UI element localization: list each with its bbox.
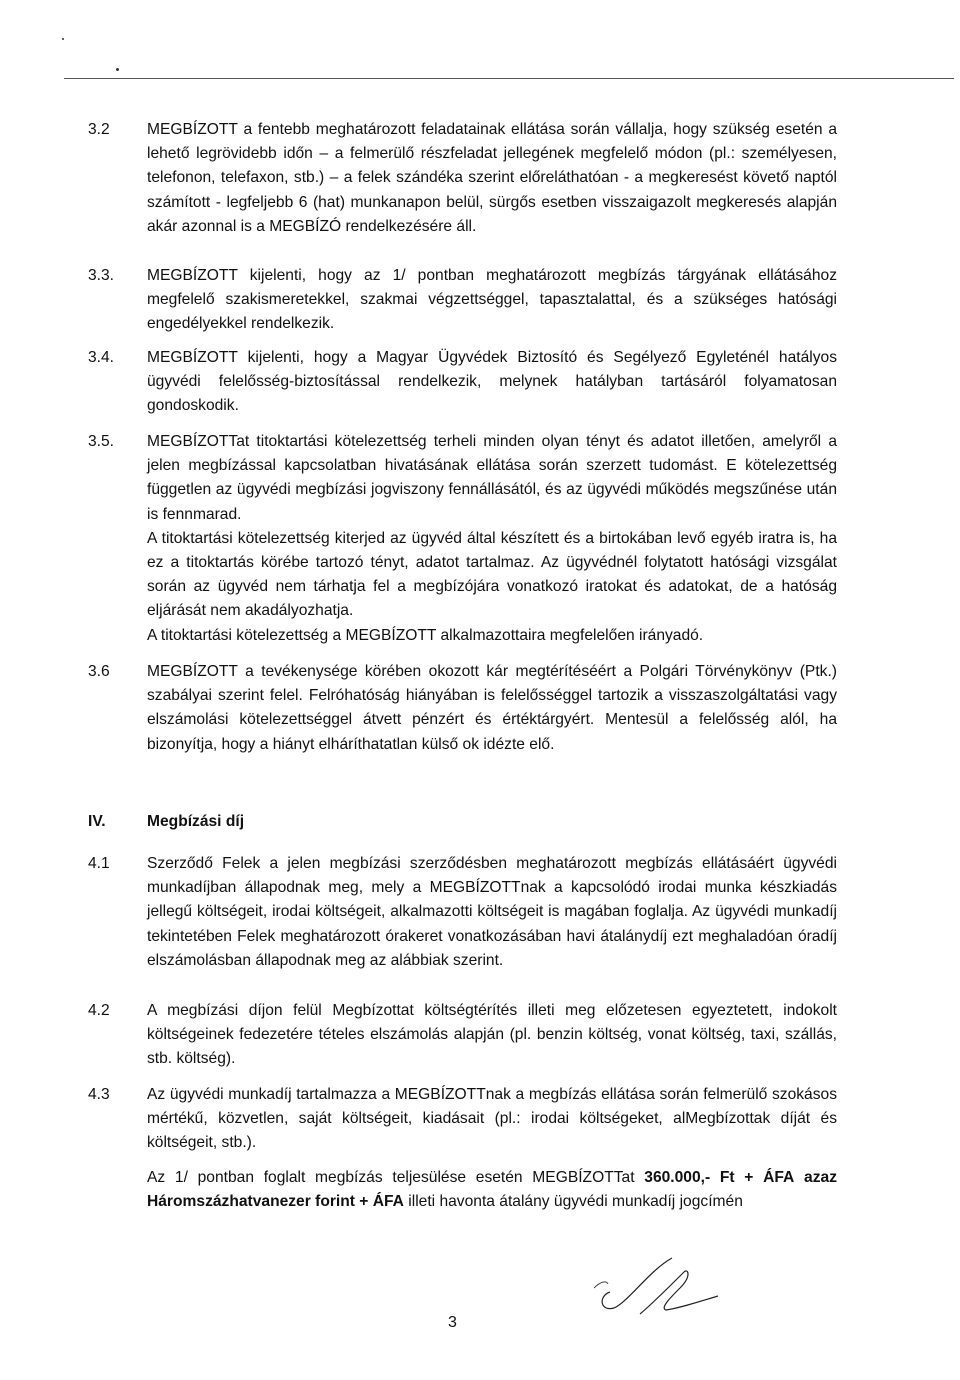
- fee-amount-words: azaz Háromszázhatvanezer forint + ÁFA: [147, 1169, 837, 1211]
- section-body: [147, 264, 837, 337]
- paragraph: MEGBÍZOTT a fentebb meghatározott feladatainak ellátása során vállalja, hogy szükség esetén a lehető legrövidebb időn – a felmerülő részfeladat jellegének megfelelő módon (pl.: személyesen, telefonon, telefaxon, stb.) – a felek szándéka szerint előreláthatóan - a megkeresést követő naptól számított - legfeljebb 6 (hat) munkanapon belül, sürgős esetben visszaigazolt megkeresés alapján akár azonnal is a MEGBÍZÓ rendelkezésére áll.: [147, 121, 837, 235]
- section-number: 3.2: [88, 121, 110, 138]
- section-body: [147, 346, 837, 419]
- section-number: 3.3.: [88, 267, 115, 284]
- section-body: [147, 118, 837, 239]
- paragraph: MEGBÍZOTT kijelenti, hogy a Magyar Ügyvédek Biztosító és Segélyező Egyleténél hatályos ügyvédi felelősség-biztosítással rendelkezik, melynek hatályban tartásáról folyamatosan gondoskodik.: [147, 349, 837, 415]
- section-body: [147, 1083, 837, 1156]
- section-body: [147, 852, 837, 973]
- section-body: [147, 1166, 837, 1214]
- section-number: 3.4.: [88, 349, 115, 366]
- fee-text-1: Az 1/ pontban foglalt megbízás teljesülése esetén MEGBÍZOTTat: [147, 1169, 645, 1186]
- section-number: 4.3: [88, 1086, 110, 1103]
- fee-text-3: illeti havonta átalány ügyvédi munkadíj jogcímén: [403, 1193, 743, 1211]
- paragraph: [147, 1166, 837, 1214]
- section-number: 3.6: [88, 663, 110, 680]
- paragraph: A megbízási díjon felül Megbízottat költségtérítés illeti meg előzetesen egyeztetett, indokolt költségeinek fedezetére tételes elszámolás alapján (pl. benzin költség, vonat költség, taxi, szállás, stb. költség).: [147, 1002, 837, 1068]
- page-number: 3: [448, 1314, 457, 1331]
- section-body: [147, 999, 837, 1072]
- section-number: 4.1: [88, 855, 110, 872]
- fee-amount: 360.000,- Ft + ÁFA: [644, 1169, 795, 1186]
- paragraph: MEGBÍZOTTat titoktartási kötelezettség terheli minden olyan tényt és adatot illetően, amelyről a jelen megbízással kapcsolatban hivatásának ellátása során szerzett tudomást. E kötelezettség független az ügyvédi megbízási jogviszony fennállásától, és az ügyvédi működés megszűnése után is fennmarad.: [147, 433, 837, 523]
- paragraph: MEGBÍZOTT a tevékenysége körében okozott kár megtérítéséért a Polgári Törvénykönyv (Ptk.) szabályai szerint felel. Felróhatóság hiányában is felelősséggel tartozik a visszaszolgáltatási vagy elszámolási kötelezettséggel átvett pénzért és értéktárgyért. Mentesül a felelősség alól, ha bizonyítja, hogy a hiányt elháríthatatlan külső ok idézte elő.: [147, 663, 837, 753]
- top-rule: [64, 78, 954, 79]
- signature-initials: [580, 1252, 730, 1332]
- chapter-title: Megbízási díj: [147, 813, 245, 830]
- section-number: 4.2: [88, 1002, 110, 1019]
- paragraph: A titoktartási kötelezettség kiterjed az ügyvéd által készített és a birtokában levő egyéb iratra is, ha ez a titoktartás körébe tartozó tényt, adatot tartalmaz. Az ügyvédnél folytatott hatósági vizsgálat során az ügyvéd nem tárhatja fel a megbízójára vonatkozó iratokat és adatokat, de a hatóság eljárását nem akadályozhatja.: [147, 529, 837, 620]
- scan-dot: [116, 68, 119, 71]
- chapter-number: IV.: [88, 813, 106, 830]
- section-body: [147, 660, 837, 757]
- paragraph: A titoktartási kötelezettség a MEGBÍZOTT alkalmazottaira megfelelően irányadó.: [147, 626, 704, 644]
- paragraph: MEGBÍZOTT kijelenti, hogy az 1/ pontban meghatározott megbízás tárgyának ellátásához megfelelő szakismeretekkel, szakmai végzettséggel, tapasztalattal, és a szükséges hatósági engedélyekkel rendelkezik.: [147, 267, 837, 333]
- fee-text-2: [794, 1169, 804, 1186]
- section-number: 3.5.: [88, 433, 115, 450]
- section-body: [147, 430, 837, 648]
- paragraph: Az ügyvédi munkadíj tartalmazza a MEGBÍZOTTnak a megbízás ellátása során felmerülő szokásos mértékű, közvetlen, saját költségeit, kiadásait (pl.: irodai költségeket, alMegbízottak díját és költségeit, stb.).: [147, 1086, 837, 1152]
- paragraph: Szerződő Felek a jelen megbízási szerződésben meghatározott megbízás ellátásáért ügyvédi munkadíjban állapodnak meg, mely a MEGBÍZOTTnak a kapcsolódó irodai munka készkiadás jellegű költségeit, irodai költségeit, alkalmazotti költségeit is magában foglalja. Az ügyvédi munkadíj tekintetében Felek meghatározott órakeret vonatkozásában havi átalánydíj ezt meghaladóan óradíj elszámolásban állapodnak meg az alábbiak szerint.: [147, 855, 837, 969]
- scan-dot: [62, 38, 64, 40]
